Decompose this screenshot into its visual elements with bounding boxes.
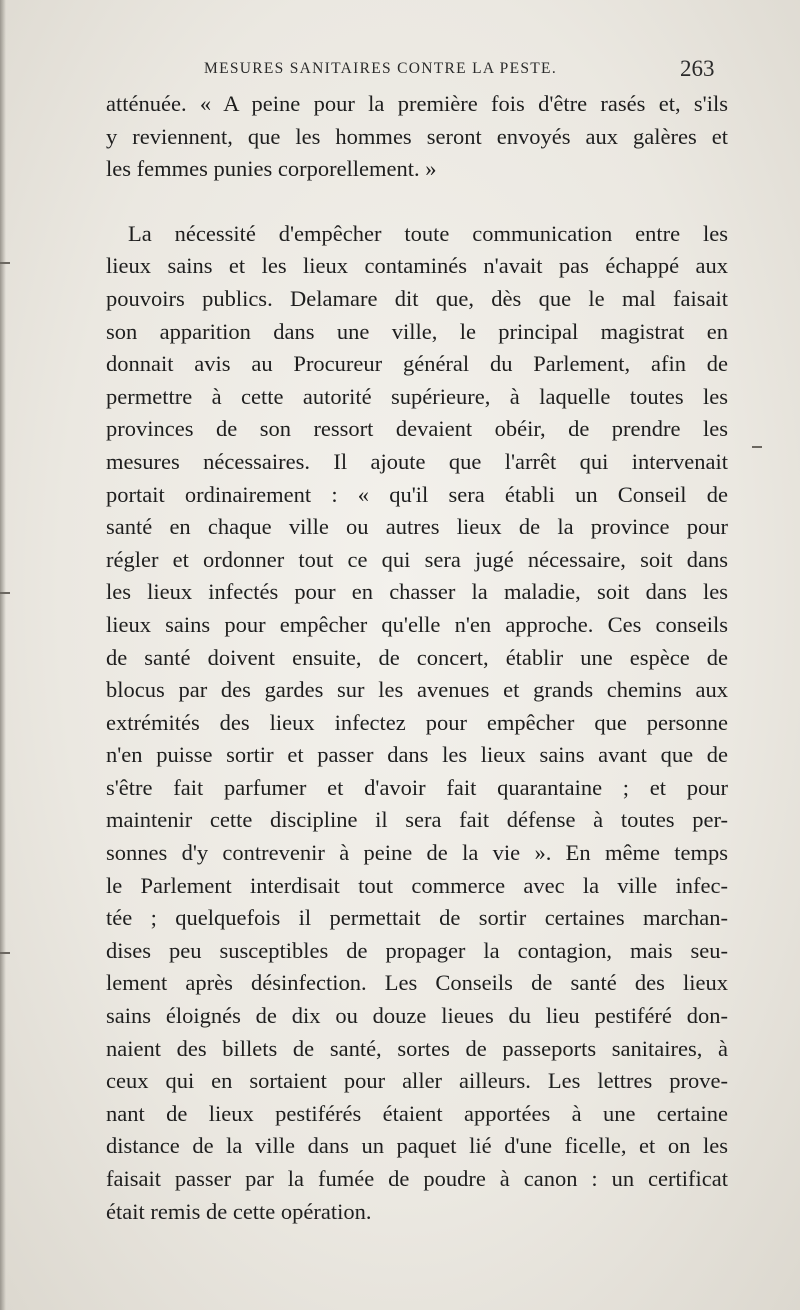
text-line: blocus par des gardes sur les avenues et grands chemins aux <box>106 677 728 703</box>
text-line: dises peu susceptibles de propager la contagion, mais seu- <box>106 937 728 963</box>
text-line: provinces de son ressort devaient obéir, de prendre les <box>106 416 728 442</box>
text-line: ceux qui en sortaient pour aller ailleurs. Les lettres prove- <box>106 1068 728 1094</box>
text-line: y reviennent, que les hommes seront envoyés aux galères et <box>106 123 728 149</box>
page-header <box>0 58 800 88</box>
body-text <box>106 88 728 1228</box>
text-line: régler et ordonner tout ce qui sera jugé nécessaire, soit dans <box>106 546 728 572</box>
text-line: permettre à cette autorité supérieure, à laquelle toutes les <box>106 383 728 409</box>
text-line: mesures nécessaires. Il ajoute que l'arrêt qui intervenait <box>106 448 728 474</box>
margin-tick <box>0 952 10 954</box>
running-head: MESURES SANITAIRES CONTRE LA PESTE. <box>204 60 557 77</box>
paragraph-1 <box>106 88 728 186</box>
page-edge-shadow <box>0 0 6 1310</box>
text-line: faisait passer par la fumée de poudre à canon : un certificat <box>106 1166 728 1191</box>
text-line: les femmes punies corporellement. » <box>106 156 437 182</box>
text-line: sains éloignés de dix ou douze lieues du lieu pestiféré don- <box>106 1003 728 1029</box>
page-number: 263 <box>680 56 715 81</box>
text-line: atténuée. « A peine pour la première fois d'être rasés et, s'ils <box>106 91 728 116</box>
margin-tick <box>752 446 762 448</box>
text-line: donnait avis au Procureur général du Parlement, afin de <box>106 351 728 377</box>
text-line: lieux sains pour empêcher qu'elle n'en approche. Ces conseils <box>106 611 728 637</box>
text-line: La nécessité d'empêcher toute communication entre les <box>128 220 728 246</box>
text-line: s'être fait parfumer et d'avoir fait quarantaine ; et pour <box>106 774 728 800</box>
text-line: portait ordinairement : « qu'il sera établi un Conseil de <box>106 481 728 507</box>
margin-tick <box>0 262 10 264</box>
text-line: tée ; quelquefois il permettait de sortir certaines marchan- <box>106 905 728 931</box>
margin-tick <box>0 592 10 594</box>
text-line: les lieux infectés pour en chasser la maladie, soit dans les <box>106 579 728 605</box>
text-line: nant de lieux pestiférés étaient apportées à une certaine <box>106 1100 728 1126</box>
text-line: était remis de cette opération. <box>106 1198 372 1224</box>
paragraph-gap <box>106 186 728 218</box>
text-line: sonnes d'y contrevenir à peine de la vie ». En même temps <box>106 840 728 866</box>
text-line: distance de la ville dans un paquet lié d'une ficelle, et on les <box>106 1133 728 1159</box>
text-line: naient des billets de santé, sortes de passeports sanitaires, à <box>106 1035 728 1061</box>
text-line: le Parlement interdisait tout commerce avec la ville infec- <box>106 872 728 898</box>
text-line: de santé doivent ensuite, de concert, établir une espèce de <box>106 644 728 670</box>
text-line: extrémités des lieux infectez pour empêcher que personne <box>106 709 728 735</box>
paragraph-2 <box>106 218 728 1228</box>
text-line: santé en chaque ville ou autres lieux de la province pour <box>106 514 728 540</box>
text-line: pouvoirs publics. Delamare dit que, dès que le mal faisait <box>106 285 728 311</box>
text-line: maintenir cette discipline il sera fait défense à toutes per- <box>106 807 728 833</box>
text-line: lement après désinfection. Les Conseils de santé des lieux <box>106 970 728 996</box>
text-line: son apparition dans une ville, le principal magistrat en <box>106 318 728 344</box>
text-line: lieux sains et les lieux contaminés n'avait pas échappé aux <box>106 253 728 279</box>
text-line: n'en puisse sortir et passer dans les lieux sains avant que de <box>106 742 728 768</box>
